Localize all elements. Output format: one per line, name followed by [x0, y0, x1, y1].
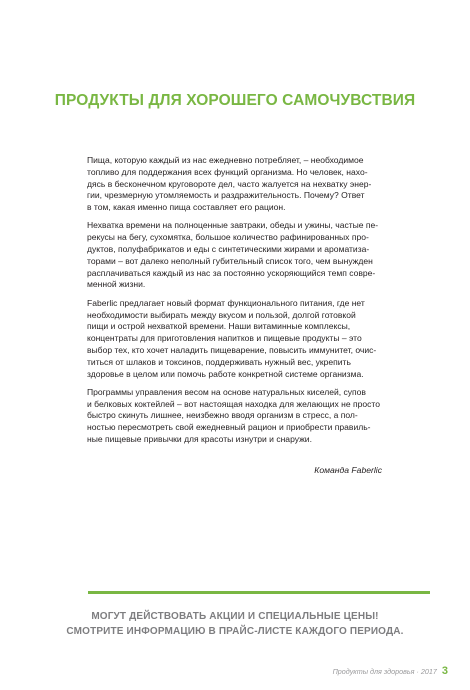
- paragraph-line: Программы управления весом на основе натуральных киселей, супов: [87, 386, 366, 397]
- footer-text: Продукты для здоровья · 2017: [332, 667, 437, 676]
- paragraph-line: необходимости выбирать между вкусом и пользой, долгой готовкой: [87, 309, 356, 320]
- paragraph-line: дясь в бесконечном круговороте дел, часто жалуется на нехватку энер-: [87, 178, 372, 189]
- paragraph-line: титься от шлаков и токсинов, поддерживать нужный вес, укрепить: [87, 356, 351, 367]
- paragraph-line: топливо для поддержания всех функций организма. Но человек, нахо-: [87, 166, 368, 177]
- paragraph-line: Нехватка времени на полноценные завтраки, обеды и ужины, частые пе-: [87, 220, 379, 231]
- paragraph-line: рекусы на бегу, сухомятка, большое количество рафинированных про-: [87, 232, 369, 243]
- paragraph-line: выбор тех, кто хочет наладить пищеварение, повысить иммунитет, очис-: [87, 344, 377, 355]
- paragraph-line: гии, чрезмерную утомляемость и раздражительность. Почему? Ответ: [87, 190, 365, 201]
- page-title: ПРОДУКТЫ ДЛЯ ХОРОШЕГО САМОЧУВСТВИЯ: [54, 92, 416, 109]
- page-number: 3: [441, 665, 448, 677]
- paragraph-line: в том, какая именно пища составляет его рацион.: [87, 202, 286, 213]
- paragraph-line: торами – вот далеко неполный губительный список того, чем вынужден: [87, 255, 373, 266]
- signature: Команда Faberlic: [314, 465, 382, 475]
- paragraph: [87, 220, 387, 291]
- paragraph-line: и белковых коктейлей – вот настоящая находка для желающих не просто: [87, 398, 381, 409]
- paragraph-line: пищи и острой нехваткой времени. Наши витаминные комплексы,: [87, 321, 351, 332]
- promo-line-1: МОГУТ ДЕЙСТВОВАТЬ АКЦИИ И СПЕЦИАЛЬНЫЕ ЦЕНЫ!: [91, 611, 379, 622]
- paragraph: [87, 387, 387, 446]
- body-text: [87, 155, 387, 452]
- paragraph-line: менной жизни.: [87, 279, 146, 290]
- paragraph-line: ностью пересмотреть свой ежедневный рацион и приобрести правиль-: [87, 422, 371, 433]
- paragraph-line: Faberlic предлагает новый формат функционального питания, где нет: [87, 297, 365, 308]
- divider-rule: [88, 591, 430, 594]
- paragraph: [87, 298, 387, 381]
- paragraph-line: расплачиваться каждый из нас за постоянно ускоряющийся темп совре-: [87, 267, 376, 278]
- paragraph-line: быстро скинуть лишнее, неизбежно вводя организм в стресс, а пол-: [87, 410, 358, 421]
- paragraph-line: дуктов, полуфабрикатов и еды с синтетическими жирами и ароматиза-: [87, 244, 370, 255]
- paragraph-line: Пища, которую каждый из нас ежедневно потребляет, – необходимое: [87, 155, 364, 165]
- paragraph-line: ные пищевые привычки для красоты изнутри и снаружи.: [87, 434, 312, 445]
- paragraph: [87, 155, 387, 214]
- page-footer: [333, 665, 448, 677]
- paragraph-line: концентраты для приготовления напитков и пищевые продукты – это: [87, 333, 362, 344]
- paragraph-line: здоровье в целом или помочь работе конкретной системе организма.: [87, 368, 364, 379]
- promo-notice: [0, 609, 470, 639]
- promo-line-2: СМОТРИТЕ ИНФОРМАЦИЮ В ПРАЙС-ЛИСТЕ КАЖДОГО ПЕРИОДА.: [66, 626, 404, 637]
